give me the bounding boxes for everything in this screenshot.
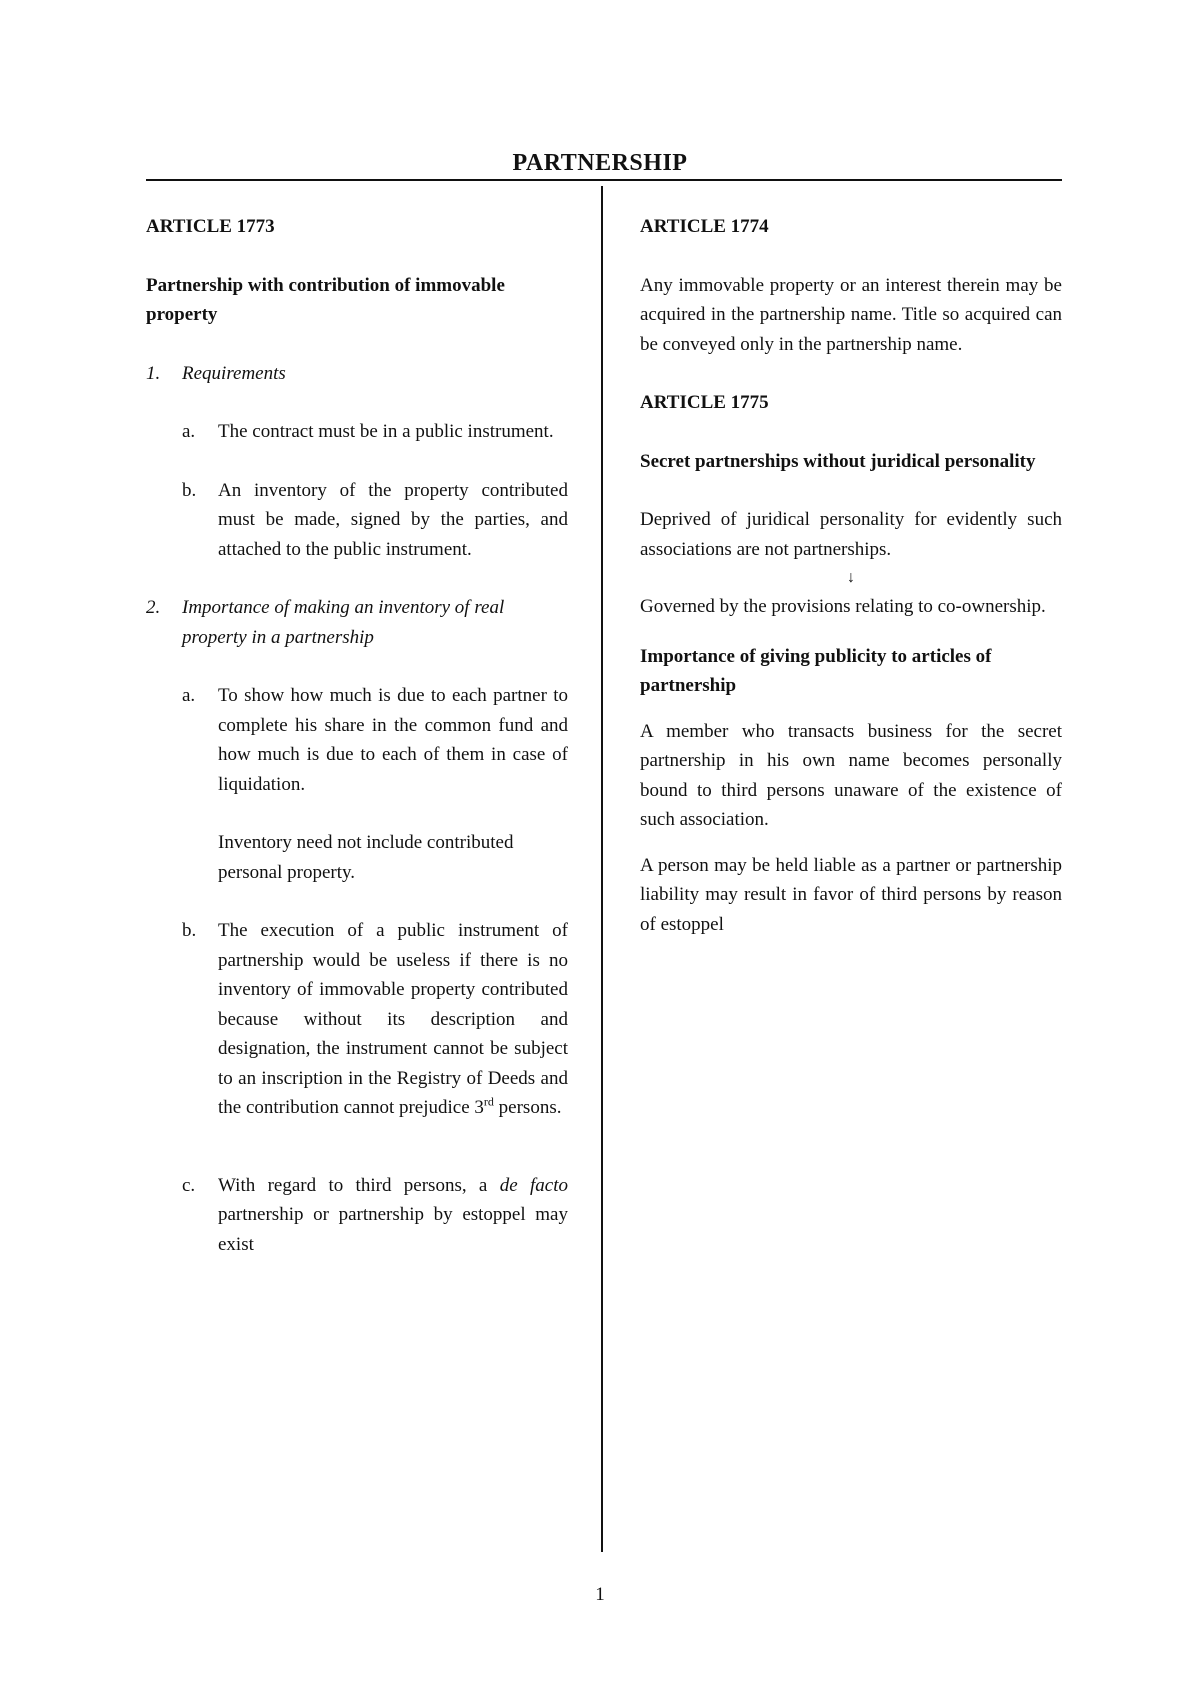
- section-2: [146, 593, 568, 652]
- item-text-post: partnership or partnership by estoppel may exist: [218, 1204, 568, 1255]
- article-1775-heading: ARTICLE 1775: [640, 392, 769, 413]
- item-text: [218, 916, 568, 1123]
- section-1: [146, 359, 568, 389]
- article-1775-para-2: Governed by the provisions relating to co-ownership.: [640, 596, 1046, 617]
- article-1775-para-3: A member who transacts business for the secret partnership in his own name becomes personally bound to third persons unaware of the existence of such association.: [640, 720, 1062, 830]
- section-2-number: 2.: [146, 597, 161, 618]
- item-text: [218, 1171, 568, 1260]
- item-text: To show how much is due to each partner to complete his share in the common fund and how much is due to each of them in case of liquidation.: [218, 685, 568, 795]
- title-rule: [146, 179, 1062, 181]
- item-letter: b.: [182, 920, 197, 941]
- ordinal-suffix: rd: [483, 1094, 494, 1109]
- left-column: [146, 212, 568, 1259]
- section-2-item-a: [182, 681, 568, 799]
- section-1-label: Requirements: [182, 362, 286, 384]
- item-text-pre: With regard to third persons, a: [218, 1174, 500, 1196]
- item-letter: b.: [182, 479, 197, 501]
- article-1773-title: Partnership with contribution of immovable property: [146, 274, 505, 325]
- page-number: 1: [595, 1584, 605, 1605]
- column-divider: [601, 186, 603, 1552]
- section-2-label: Importance of making an inventory of real property in a partnership: [182, 597, 505, 648]
- article-1775-title: Secret partnerships without juridical personality: [640, 450, 1036, 472]
- item-text: An inventory of the property contributed must be made, signed by the parties, and attached to the public instrument.: [218, 479, 568, 560]
- item-letter: a.: [182, 421, 196, 442]
- article-1774-heading: ARTICLE 1774: [640, 216, 769, 237]
- section-1-item-a: [182, 417, 568, 447]
- inventory-note: Inventory need not include contributed personal property.: [218, 832, 514, 883]
- section-2-item-c: [182, 1171, 568, 1260]
- article-1774-text: Any immovable property or an interest therein may be acquired in the partnership name. Title so acquired can be conveyed only in the partnership name.: [640, 274, 1062, 355]
- section-2-item-b: [182, 916, 568, 1123]
- article-1775-para-4: A person may be held liable as a partner or partnership liability may result in favor of third persons by reason of estoppel: [640, 854, 1062, 935]
- right-column: [640, 212, 1062, 939]
- item-text-tail: persons.: [493, 1097, 562, 1118]
- down-arrow-icon: ↓: [847, 569, 855, 586]
- page-title: PARTNERSHIP: [512, 150, 688, 176]
- de-facto-term: de facto: [499, 1174, 568, 1196]
- item-text-main: The execution of a public instrument of partnership would be useless if there is no inventory of immovable property contributed because without its description and designation, the instrument cannot be subject to an inscription in the Registry of Deeds and the contribution cannot prejudice 3: [218, 920, 568, 1118]
- section-1-number: 1.: [146, 362, 161, 384]
- item-text: The contract must be in a public instrument.: [218, 421, 554, 442]
- publicity-heading: Importance of giving publicity to articles of partnership: [640, 645, 992, 696]
- item-letter: a.: [182, 685, 196, 706]
- article-1775-para-1: Deprived of juridical personality for evidently such associations are not partnerships.: [640, 509, 1062, 560]
- section-1-item-b: [182, 476, 568, 565]
- article-1773-heading: ARTICLE 1773: [146, 216, 275, 237]
- item-letter: c.: [182, 1174, 196, 1196]
